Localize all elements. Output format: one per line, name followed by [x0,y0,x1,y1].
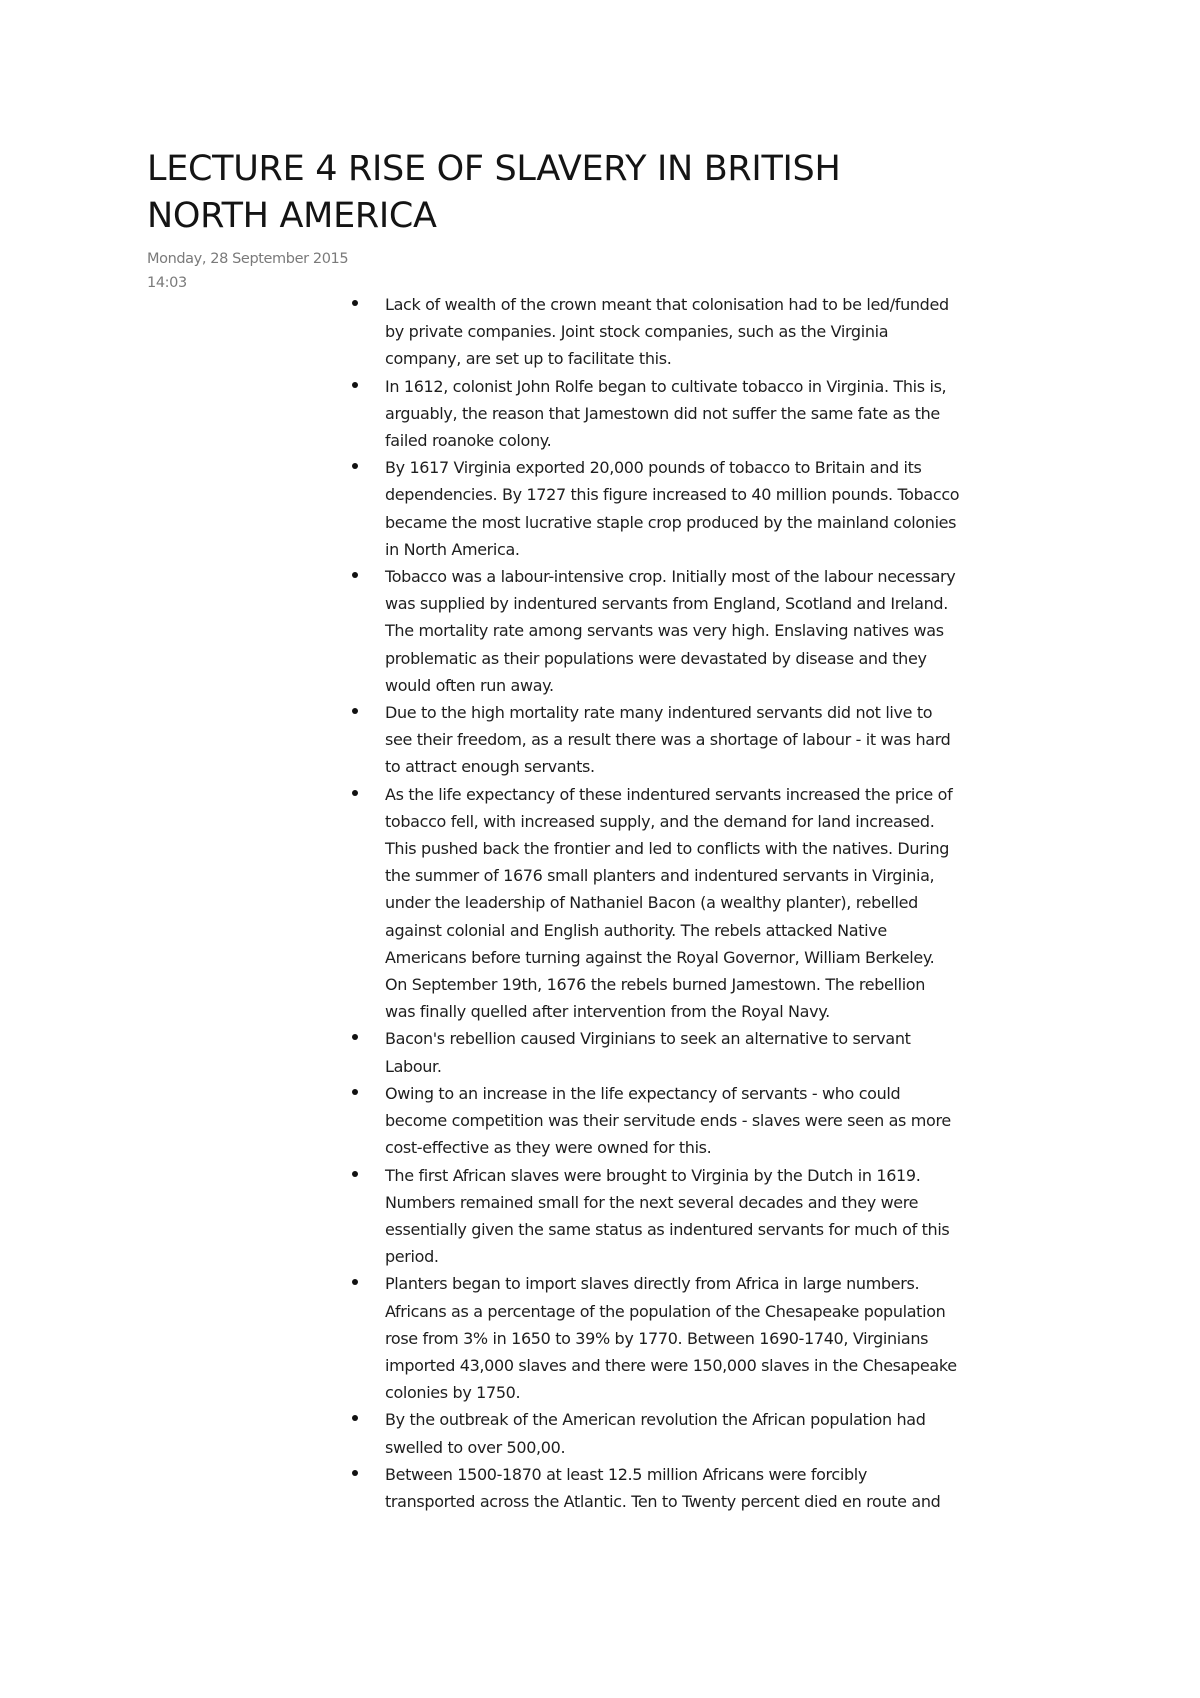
list-item [350,699,1070,781]
list-item-text-line: essentially given the same status as indentured servants for much of this [385,1219,950,1239]
list-item [350,373,1070,455]
list-item [350,1270,1070,1406]
list-item-text-line: As the life expectancy of these indentured servants increased the price of [385,784,953,804]
list-item-text-line: Planters began to import slaves directly from Africa in large numbers. [385,1274,920,1294]
list-item-text-line: the summer of 1676 small planters and indentured servants in Virginia, [385,866,935,886]
list-item [350,1406,1070,1460]
list-item-text-line: dependencies. By 1727 this figure increased to 40 million pounds. Tobacco [385,485,960,505]
note-metadata [147,247,348,295]
list-item-text-line: arguably, the reason that Jamestown did not suffer the same fate as the [385,403,940,423]
list-item-text-line: On September 19th, 1676 the rebels burned Jamestown. The rebellion [385,975,926,995]
list-item-text-line: Bacon's rebellion caused Virginians to seek an alternative to servant [385,1029,911,1049]
list-item [350,1025,1070,1079]
list-item-text-line: Due to the high mortality rate many indentured servants did not live to [385,703,933,723]
list-item-text-line: in North America. [385,539,520,559]
list-item-text-line: would often run away. [385,675,554,695]
list-item-text-line: The mortality rate among servants was very high. Enslaving natives was [385,621,944,641]
list-item-text-line: problematic as their populations were devastated by disease and they [385,648,927,668]
list-item-text-line: against colonial and English authority. The rebels attacked Native [385,920,887,940]
note-time: 14:03 [147,275,187,291]
list-item-text-line: swelled to over 500,00. [385,1437,566,1457]
page-title-line: NORTH AMERICA [147,196,437,236]
list-item-text-line: By 1617 Virginia exported 20,000 pounds of tobacco to Britain and its [385,458,922,478]
list-item-text-line: became the most lucrative staple crop produced by the mainland colonies [385,512,957,532]
list-item-text-line: under the leadership of Nathaniel Bacon (a wealthy planter), rebelled [385,893,918,913]
page-title [147,146,1047,240]
list-item [350,781,1070,1026]
list-item-text-line: see their freedom, as a result there was a shortage of labour - it was hard [385,730,951,750]
note-date: Monday, 28 September 2015 [147,251,349,267]
list-item [350,454,1070,563]
list-item-text-line: was supplied by indentured servants from England, Scotland and Ireland. [385,594,948,614]
list-item-text-line: In 1612, colonist John Rolfe began to cultivate tobacco in Virginia. This is, [385,376,947,396]
list-item-text-line: Labour. [385,1056,442,1076]
list-item-text-line: Americans before turning against the Royal Governor, William Berkeley. [385,947,935,967]
list-item-text-line: Lack of wealth of the crown meant that colonisation had to be led/funded [385,295,949,314]
list-item-text-line: tobacco fell, with increased supply, and the demand for land increased. [385,811,935,831]
list-item-text-line: imported 43,000 slaves and there were 150,000 slaves in the Chesapeake [385,1355,957,1375]
bullet-list [350,291,1070,1515]
list-item-text-line: period. [385,1247,439,1267]
list-item-text-line: Tobacco was a labour-intensive crop. Initially most of the labour necessary [385,567,956,587]
list-item-text-line: rose from 3% in 1650 to 39% by 1770. Between 1690-1740, Virginians [385,1328,929,1348]
list-item-text-line: Africans as a percentage of the population of the Chesapeake population [385,1301,946,1321]
list-item-text-line: by private companies. Joint stock companies, such as the Virginia [385,322,889,342]
list-item-text-line: Numbers remained small for the next several decades and they were [385,1192,919,1212]
list-item [350,1080,1070,1162]
list-item-text-line: failed roanoke colony. [385,431,552,451]
list-item-text-line: to attract enough servants. [385,757,595,777]
list-item-text-line: become competition was their servitude ends - slaves were seen as more [385,1111,951,1131]
page-title-line: LECTURE 4 RISE OF SLAVERY IN BRITISH [147,149,841,189]
list-item-text-line: Owing to an increase in the life expectancy of servants - who could [385,1083,901,1103]
list-item-text-line: By the outbreak of the American revolution the African population had [385,1410,926,1430]
list-item-text-line: colonies by 1750. [385,1383,521,1403]
list-item-text-line: company, are set up to facilitate this. [385,349,672,369]
list-item [350,291,1070,373]
list-item [350,1461,1070,1515]
list-item-text-line: transported across the Atlantic. Ten to Twenty percent died en route and [385,1491,941,1511]
list-item [350,1162,1070,1271]
list-item [350,563,1070,699]
list-item-text-line: This pushed back the frontier and led to conflicts with the natives. During [385,839,950,859]
list-item-text-line: The first African slaves were brought to Virginia by the Dutch in 1619. [385,1165,921,1185]
list-item-text-line: was finally quelled after intervention from the Royal Navy. [385,1002,830,1022]
list-item-text-line: Between 1500-1870 at least 12.5 million Africans were forcibly [385,1464,867,1484]
list-item-text-line: cost-effective as they were owned for this. [385,1138,712,1158]
